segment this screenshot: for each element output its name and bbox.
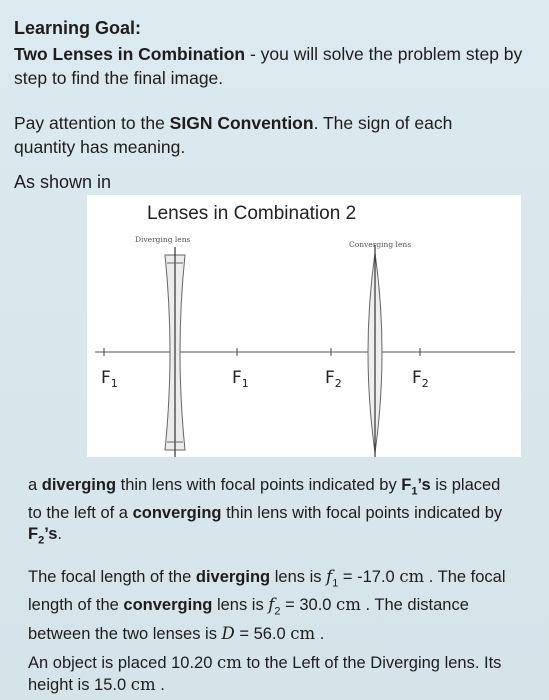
sign-convention-note [14,111,514,159]
focal-label-f2-left: $F_2$ [325,368,342,390]
desc-text: thin lens with focal points indicated by [221,503,503,522]
focal-label-f2-right: $F_2$ [412,368,429,390]
converging-lens [368,245,382,457]
focal-label-f1-left: $F_1$ [101,368,118,390]
converging-lens-label: Converging lens [349,240,412,249]
lens-figure [87,195,521,457]
sign-bold: SIGN Convention [169,113,314,133]
focal-label-f1-right: $F_1$ [232,368,249,390]
sign-prefix: Pay attention to the [14,113,170,133]
desc-text: thin lens with focal points indicated by [116,476,402,494]
desc-bold-diverging: diverging [41,476,117,494]
desc-text: a [28,476,42,494]
learning-goal-title: Learning Goal: [14,18,142,38]
object-paragraph: An object is placed 10.20 cm to the Left of the Diverging lens. Its height is 15.0 cm . [28,653,502,694]
setup-description [28,475,508,552]
diverging-lens-label: Diverging lens [135,235,191,244]
topic-bold: Two Lenses in Combination [14,44,246,64]
desc-text: . [57,525,62,544]
sign-suffix: . The sign of each quantity has meaning. [14,113,453,157]
learning-goal-text [14,42,544,90]
desc-bold-f1: $F_1’s$ [401,476,431,498]
as-shown-label: As shown in [14,172,112,192]
desc-bold-converging: converging [132,503,222,522]
desc-bold-f2: $F_2’s$ [28,525,58,547]
focal-lengths-paragraph: The focal length of the diverging lens is $f_1 = -17.0$ cm . The focal length of the converging lens is $f_2 = 30.0$ cm . The distance between the two lenses is D = 56.0 cm . [28,567,506,643]
lens-diagram [87,195,521,457]
desc-text: is placed to the left of a [28,476,501,522]
topic-rest: - you will solve the problem step by step to find the final image. [14,44,523,88]
figure-title: Lenses in Combination 2 [147,203,357,224]
